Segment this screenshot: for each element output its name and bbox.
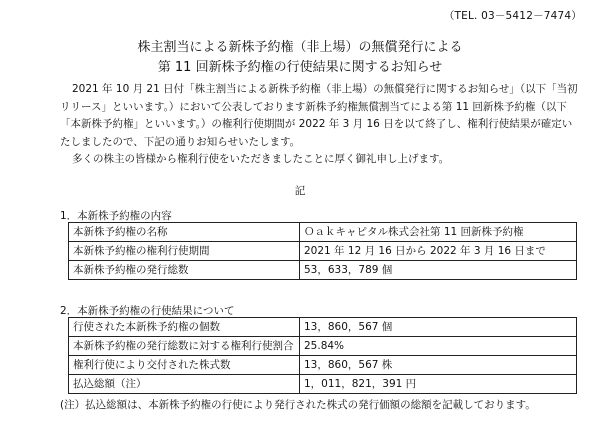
table-row: [69, 242, 577, 261]
exercise-results-table: [68, 317, 577, 394]
section-2-heading: 2．本新株予約権の行使結果について: [60, 305, 235, 317]
row-value: 1，011，821，391 円: [300, 375, 577, 394]
row-value: 13，860，567 個: [300, 318, 577, 337]
ki-heading: 記: [294, 185, 306, 197]
title-line-1: 株主割当による新株予約権（非上場）の無償発行による: [137, 40, 463, 55]
intro-paragraph: 2021 年 10 月 21 日付「株主割当による新株予約権（非上場）の無償発行に関するお知らせ」（以下「当初リリース」といいます。）において公表しております新株予約権無償割当てによる第 11 回新株予約権（以下「本新株予約権」といいます。）の権利行使期間が 2022 年 3 月 16 日を以て終了し、権利行使結果が確定いたしましたので、下記の通りお知らせいたします。: [60, 83, 578, 148]
row-label: 本新株予約権の名称: [69, 223, 300, 242]
section-1-heading: 1．本新株予約権の内容: [60, 210, 172, 222]
row-label: 権利行使により交付された株式数: [69, 356, 300, 375]
row-value: Ｏａｋキャピタル株式会社第 11 回新株予約権: [300, 223, 577, 242]
table-row: [69, 375, 577, 394]
table-row: [69, 223, 577, 242]
row-label: 行使された本新株予約権の個数: [69, 318, 300, 337]
tel-number: （TEL. 03－5412－7474）: [443, 10, 582, 22]
table-row: [69, 337, 577, 356]
row-label: 払込総額（注）: [69, 375, 300, 394]
table-row: [69, 318, 577, 337]
row-value: 53，633，789 個: [300, 261, 577, 280]
table-row: [69, 356, 577, 375]
table-row: [69, 261, 577, 280]
row-label: 本新株予約権の権利行使期間: [69, 242, 300, 261]
row-value: 25.84%: [300, 337, 577, 356]
row-label: 本新株予約権の発行総数: [69, 261, 300, 280]
row-value: 13，860，567 株: [300, 356, 577, 375]
thanks-paragraph: 多くの株主の皆様から権利行使をいただきましたことに厚く御礼申し上げます。: [72, 153, 450, 165]
footnote: (注）払込総額は、本新株予約権の行使により発行された株式の発行価額の総額を記載しております。: [60, 399, 536, 411]
row-label: 本新株予約権の発行総数に対する権利行使割合: [69, 337, 300, 356]
row-value: 2021 年 12 月 16 日から 2022 年 3 月 16 日まで: [300, 242, 577, 261]
rights-content-table: [68, 222, 577, 280]
title-line-2: 第 11 回新株予約権の行使結果に関するお知らせ: [157, 60, 443, 75]
